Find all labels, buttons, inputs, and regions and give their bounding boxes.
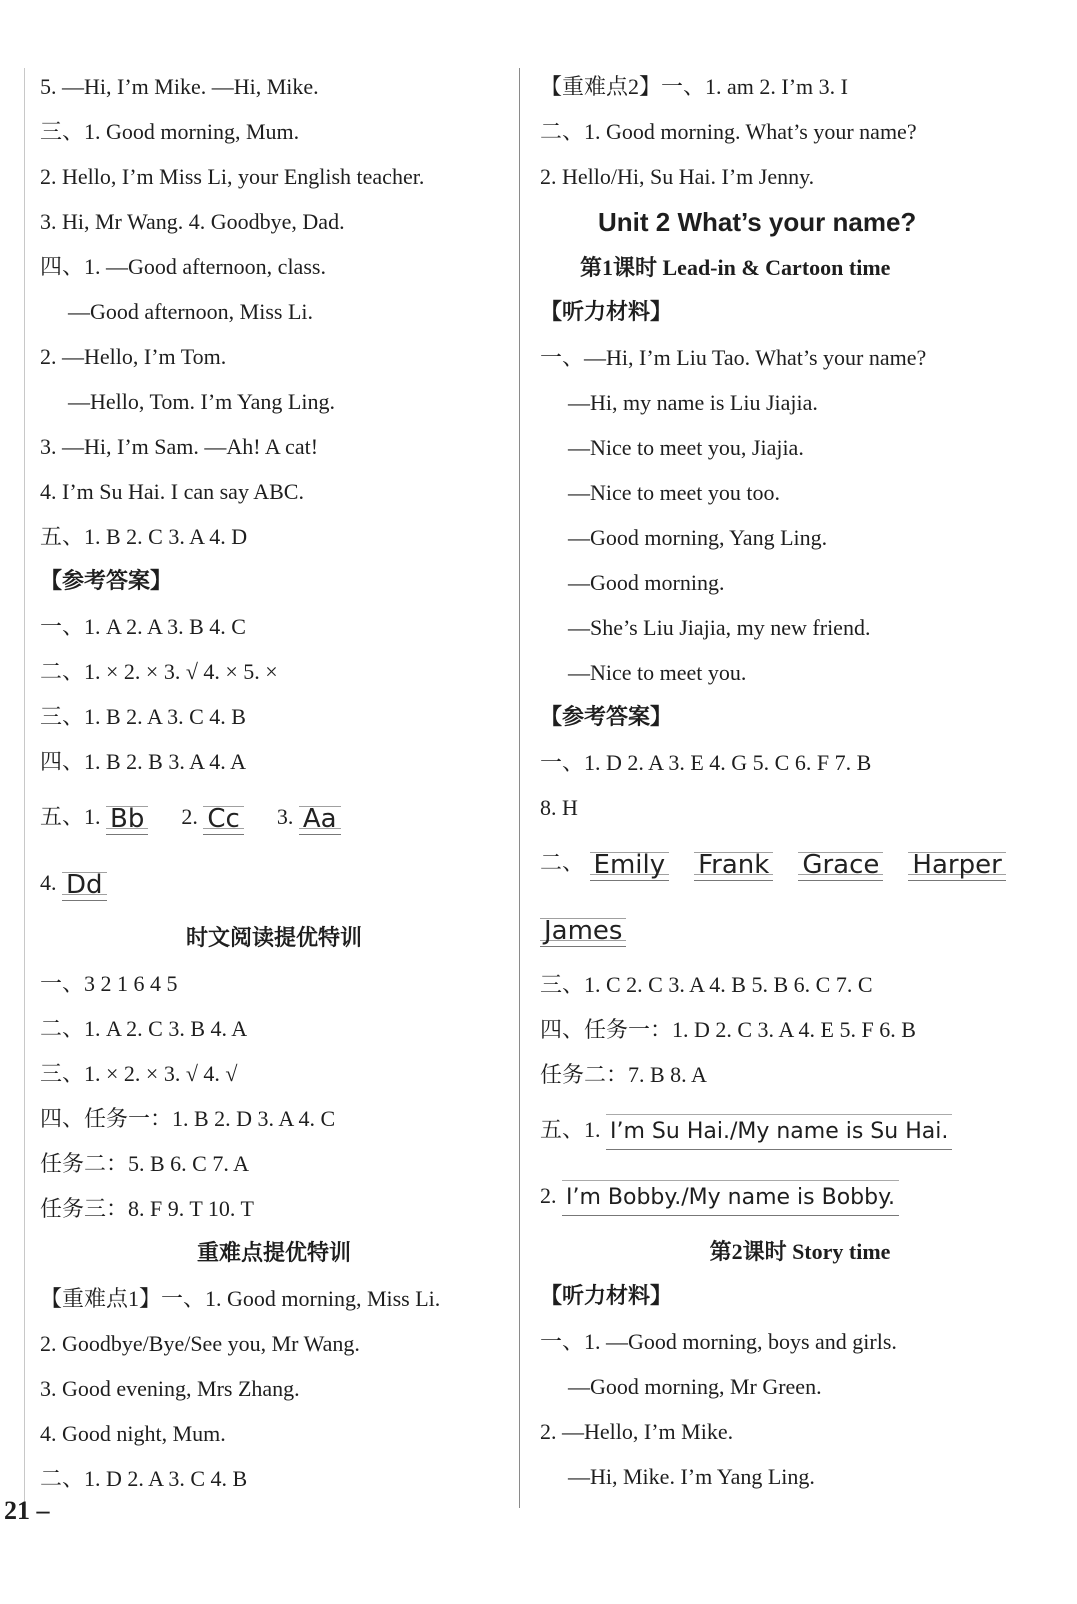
section-heading: 【听力材料】 — [540, 1284, 673, 1309]
answer-line: 二、1. Good morning. What’s your name? — [540, 119, 917, 144]
answer-line: 二、1. D 2. A 3. C 4. B — [40, 1466, 248, 1491]
page-number: 21 – — [4, 1496, 50, 1525]
column-divider — [519, 68, 520, 1508]
dialogue-line: —Good morning. — [568, 570, 725, 595]
handwriting-row — [40, 850, 508, 916]
dialogue-line: 一、—Hi, I’m Liu Tao. What’s your name? — [540, 345, 927, 370]
section-heading: 重难点提优特训 — [196, 1241, 351, 1266]
dialogue-line: —Good morning, Mr Green. — [568, 1374, 822, 1399]
handwriting-row — [540, 1163, 1060, 1229]
handwritten-letters: Cc — [203, 800, 243, 838]
answer-line: 5. —Hi, I’m Mike. —Hi, Mike. — [40, 74, 319, 99]
answer-line: 一、1. D 2. A 3. E 4. G 5. C 6. F 7. B — [540, 750, 872, 775]
left-margin-rule — [24, 68, 25, 1508]
dialogue-line: 一、1. —Good morning, boys and girls. — [540, 1329, 897, 1354]
handwritten-letters: Aa — [299, 800, 341, 838]
answer-line: 三、1. Good morning, Mum. — [40, 119, 300, 144]
answer-line: —Good afternoon, Miss Li. — [68, 299, 314, 324]
answer-line: 三、1. B 2. A 3. C 4. B — [40, 704, 246, 729]
dialogue-line: —Hi, Mike. I’m Yang Ling. — [568, 1464, 815, 1489]
handwritten-name: Harper — [908, 846, 1005, 884]
answer-line: 2. —Hello, I’m Tom. — [40, 344, 227, 369]
handwritten-sentence: I’m Su Hai./My name is Su Hai. — [606, 1114, 952, 1150]
item-number: 2. — [540, 1183, 557, 1208]
handwritten-name: Emily — [590, 846, 670, 884]
answer-line: 四、1. —Good afternoon, class. — [40, 254, 326, 279]
item-number: 五、1. — [40, 804, 101, 829]
answer-line: 一、3 2 1 6 4 5 — [40, 971, 178, 996]
handwriting-row — [40, 784, 508, 850]
answer-line: 4. I’m Su Hai. I can say ABC. — [40, 479, 304, 504]
unit-title: Unit 2 What’s your name? — [598, 207, 917, 237]
item-number: 二、 — [540, 850, 585, 875]
dialogue-line: —She’s Liu Jiajia, my new friend. — [568, 615, 871, 640]
answer-line: 二、1. × 2. × 3. √ 4. × 5. × — [40, 659, 278, 684]
answer-line: 三、1. C 2. C 3. A 4. B 5. B 6. C 7. C — [540, 972, 873, 997]
left-column — [40, 64, 508, 1501]
handwriting-row — [540, 896, 1060, 962]
handwritten-letters: Bb — [106, 800, 148, 838]
handwriting-row — [540, 1097, 1060, 1163]
handwriting-row — [540, 830, 1060, 896]
section-heading: 【参考答案】 — [40, 569, 173, 594]
answer-line: 4. Good night, Mum. — [40, 1421, 226, 1446]
dialogue-line: —Nice to meet you, Jiajia. — [568, 435, 804, 460]
answer-line: 【重难点1】一、1. Good morning, Miss Li. — [40, 1286, 441, 1311]
answer-line: 2. Hello/Hi, Su Hai. I’m Jenny. — [540, 164, 815, 189]
dialogue-line: 2. —Hello, I’m Mike. — [540, 1419, 734, 1444]
answer-line: 2. Hello, I’m Miss Li, your English teacher. — [40, 164, 425, 189]
answer-line: 二、1. A 2. C 3. B 4. A — [40, 1016, 248, 1041]
answer-line: 任务二：7. B 8. A — [540, 1062, 707, 1087]
handwritten-name: Frank — [694, 846, 773, 884]
dialogue-line: —Nice to meet you too. — [568, 480, 781, 505]
item-number: 3. — [276, 804, 294, 829]
answer-line: 四、任务一：1. D 2. C 3. A 4. E 5. F 6. B — [540, 1017, 916, 1042]
answer-line: 任务三：8. F 9. T 10. T — [40, 1196, 254, 1221]
section-heading: 时文阅读提优特训 — [185, 926, 362, 951]
answer-line: 四、1. B 2. B 3. A 4. A — [40, 749, 246, 774]
answer-line: 四、任务一：1. B 2. D 3. A 4. C — [40, 1106, 336, 1131]
handwritten-name: James — [540, 912, 626, 950]
answer-line: 任务二：5. B 6. C 7. A — [40, 1151, 250, 1176]
answer-line: 2. Goodbye/Bye/See you, Mr Wang. — [40, 1331, 360, 1356]
answer-line: 8. H — [540, 795, 578, 820]
answer-line: 3. Good evening, Mrs Zhang. — [40, 1376, 300, 1401]
answer-line: 一、1. A 2. A 3. B 4. C — [40, 614, 246, 639]
answer-line: 3. Hi, Mr Wang. 4. Goodbye, Dad. — [40, 209, 345, 234]
handwritten-sentence: I’m Bobby./My name is Bobby. — [562, 1180, 899, 1216]
section-heading: 【参考答案】 — [540, 705, 673, 730]
item-number: 2. — [181, 804, 198, 829]
lesson-title: 第2课时 Story time — [709, 1239, 891, 1264]
dialogue-line: —Nice to meet you. — [568, 660, 747, 685]
answer-line: 五、1. B 2. C 3. A 4. D — [40, 524, 248, 549]
item-number: 4. — [40, 870, 57, 895]
answer-line: —Hello, Tom. I’m Yang Ling. — [68, 389, 335, 414]
item-number: 五、1. — [540, 1117, 601, 1142]
dialogue-line: —Good morning, Yang Ling. — [568, 525, 828, 550]
handwritten-name: Grace — [798, 846, 883, 884]
answer-line: 3. —Hi, I’m Sam. —Ah! A cat! — [40, 434, 319, 459]
handwritten-letters: Dd — [62, 866, 107, 904]
lesson-title: 第1课时 Lead-in & Cartoon time — [580, 255, 891, 280]
section-heading: 【听力材料】 — [540, 300, 673, 325]
answer-line: 三、1. × 2. × 3. √ 4. √ — [40, 1061, 238, 1086]
right-column — [540, 64, 1060, 1499]
dialogue-line: —Hi, my name is Liu Jiajia. — [568, 390, 818, 415]
answer-line: 【重难点2】一、1. am 2. I’m 3. I — [540, 74, 848, 99]
